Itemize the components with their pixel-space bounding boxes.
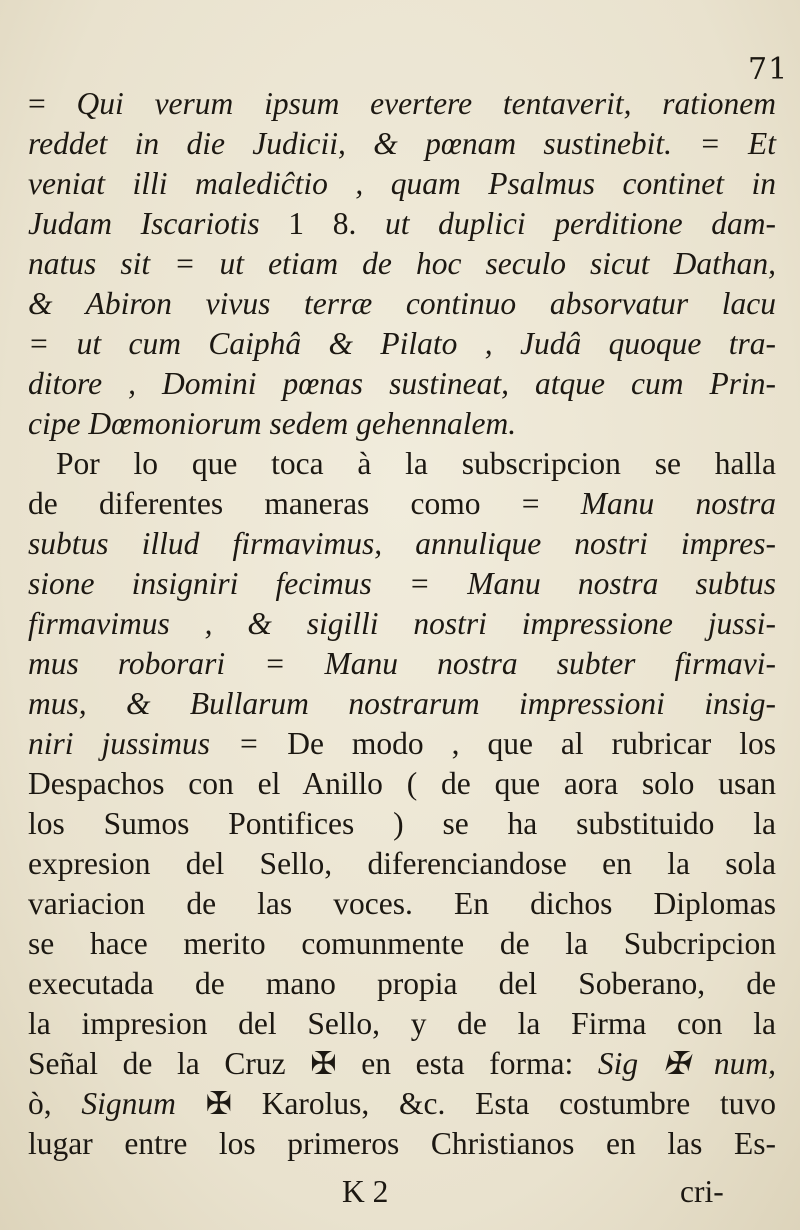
body-text: Señal de la Cruz ✠ en esta forma: (28, 1046, 598, 1081)
body-text: los Sumos Pontifices ) se ha substituido la (28, 806, 776, 841)
body-text: executada de mano propia del Soberano, de (28, 966, 776, 1001)
body-text: = (28, 86, 77, 121)
italic-latin-text: ditore , Domini pœnas sustineat, atque cum Prin- (28, 366, 776, 401)
text-line (28, 804, 776, 844)
text-line (28, 244, 776, 284)
italic-latin-text: reddet in die Judicii, & pœnam sustinebit. = Et (28, 126, 776, 161)
page-number: 71 (748, 52, 789, 87)
text-line (28, 1004, 776, 1044)
text-line (28, 724, 776, 764)
text-line (28, 604, 776, 644)
text-line (28, 1044, 776, 1084)
text-line (28, 84, 776, 124)
body-text: Por lo que toca à la subscripcion se halla (56, 446, 776, 481)
text-line (28, 284, 776, 324)
italic-latin-text: Manu nostra (580, 486, 777, 521)
text-line (28, 1084, 776, 1124)
text-line (28, 444, 776, 484)
body-text: de diferentes maneras como = (28, 486, 581, 521)
italic-latin-text: firmavimus , & sigilli nostri impressione jussi- (28, 606, 776, 641)
italic-latin-text: & Abiron vivus terræ continuo absorvatur lacu (28, 286, 776, 321)
italic-latin-text: cipe Dœmoniorum sedem gehennalem. (28, 406, 517, 441)
text-line (28, 324, 776, 364)
text-line (28, 404, 776, 444)
body-text: 1 8. (288, 206, 385, 241)
body-text: De modo , que al rubricar los (287, 726, 777, 761)
italic-latin-text: Signum (81, 1086, 176, 1121)
italic-latin-text: Judam Iscariotis (28, 206, 289, 241)
text-body (28, 84, 776, 1164)
text-line (28, 204, 776, 244)
italic-latin-text: natus sit = ut etiam de hoc seculo sicut Dathan, (28, 246, 776, 281)
text-line (28, 964, 776, 1004)
body-text: la impresion del Sello, y de la Firma con la (28, 1006, 776, 1041)
italic-latin-text: mus, & Bullarum nostrarum impressioni insig- (28, 686, 776, 721)
italic-latin-text: sione insigniri fecimus = Manu nostra subtus (28, 566, 776, 601)
italic-latin-text: ut duplici perditione dam- (384, 206, 776, 241)
body-text: expresion del Sello, diferenciandose en la sola (28, 846, 776, 881)
italic-latin-text: veniat illi malediĉtio , quam Psalmus continet in (28, 166, 776, 201)
italic-latin-text: subtus illud firmavimus, annulique nostri impres- (28, 526, 776, 561)
text-line (28, 124, 776, 164)
body-text: Despachos con el Anillo ( de que aora solo usan (28, 766, 776, 801)
text-line (28, 484, 776, 524)
catchword: cri- (680, 1174, 724, 1209)
body-text: ✠ Karolus, &c. Esta costumbre tuvo (175, 1086, 777, 1121)
body-text: variacion de las voces. En dichos Diplomas (28, 886, 776, 921)
text-line (28, 644, 776, 684)
text-line (28, 844, 776, 884)
italic-latin-text: = ut cum Caiphâ & Pilato , Judâ quoque tra- (28, 326, 776, 361)
italic-latin-text: Sig ✠ num, (597, 1046, 776, 1081)
body-text: se hace merito comunmente de la Subcripcion (28, 926, 776, 961)
italic-latin-text: mus roborari = Manu nostra subter firmavi- (28, 646, 776, 681)
italic-latin-text: niri jussimus = (28, 726, 288, 761)
text-line (28, 564, 776, 604)
body-text: lugar entre los primeros Christianos en las Es- (28, 1126, 776, 1161)
text-line (28, 164, 776, 204)
signature-mark: K 2 (342, 1174, 389, 1209)
body-text: ò, (28, 1086, 82, 1121)
text-line (28, 884, 776, 924)
text-line (28, 764, 776, 804)
italic-latin-text: Qui verum ipsum evertere tentaverit, rationem (76, 86, 776, 121)
text-line (28, 684, 776, 724)
text-line (28, 524, 776, 564)
text-line (28, 1124, 776, 1164)
text-line (28, 364, 776, 404)
text-line (28, 924, 776, 964)
